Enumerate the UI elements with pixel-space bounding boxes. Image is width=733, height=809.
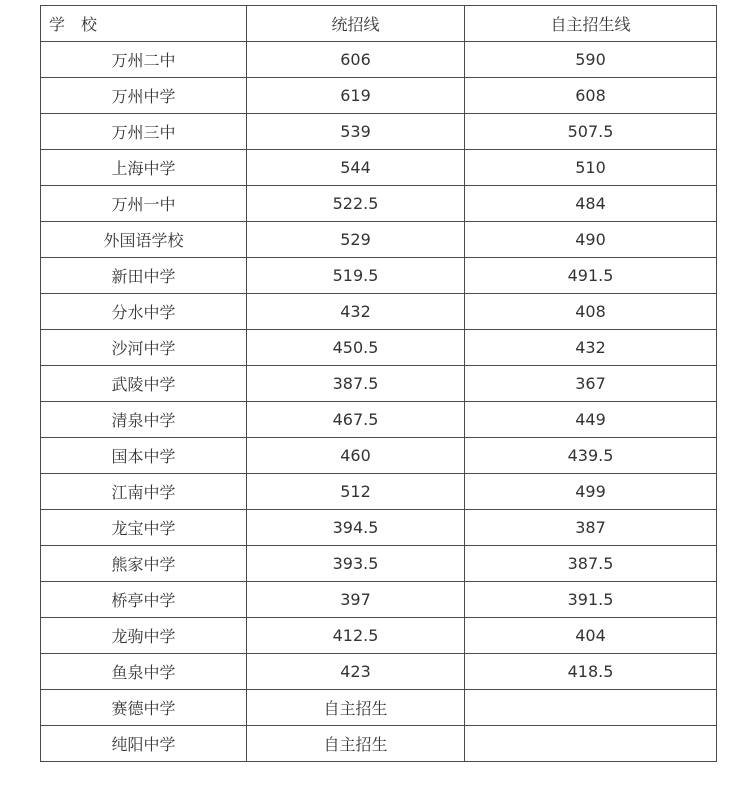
independent-line-cell: 484 (465, 186, 717, 222)
independent-line-cell: 491.5 (465, 258, 717, 294)
independent-line-cell: 449 (465, 402, 717, 438)
header-independent-line: 自主招生线 (465, 6, 717, 42)
unified-line-cell: 467.5 (247, 402, 465, 438)
header-unified-line: 统招线 (247, 6, 465, 42)
unified-line-cell: 393.5 (247, 546, 465, 582)
school-name-cell: 龙宝中学 (41, 510, 247, 546)
independent-line-cell: 418.5 (465, 654, 717, 690)
unified-line-cell: 自主招生 (247, 726, 465, 762)
independent-line-cell: 387.5 (465, 546, 717, 582)
independent-line-cell (465, 690, 717, 726)
independent-line-cell: 439.5 (465, 438, 717, 474)
unified-line-cell: 412.5 (247, 618, 465, 654)
school-name-cell: 熊家中学 (41, 546, 247, 582)
table-body (41, 42, 717, 762)
independent-line-cell: 608 (465, 78, 717, 114)
table-row (41, 330, 717, 366)
school-name-cell: 分水中学 (41, 294, 247, 330)
school-name-cell: 外国语学校 (41, 222, 247, 258)
unified-line-cell: 519.5 (247, 258, 465, 294)
school-name-cell: 清泉中学 (41, 402, 247, 438)
table-row (41, 618, 717, 654)
school-name-cell: 江南中学 (41, 474, 247, 510)
school-name-cell: 万州中学 (41, 78, 247, 114)
admission-score-table (40, 5, 717, 762)
table-row (41, 690, 717, 726)
table-row (41, 78, 717, 114)
table-row (41, 546, 717, 582)
header-school: 学 校 (41, 6, 247, 42)
table-row (41, 474, 717, 510)
unified-line-cell: 397 (247, 582, 465, 618)
school-name-cell: 万州三中 (41, 114, 247, 150)
school-name-cell: 龙驹中学 (41, 618, 247, 654)
unified-line-cell: 512 (247, 474, 465, 510)
school-name-cell: 万州一中 (41, 186, 247, 222)
school-name-cell: 鱼泉中学 (41, 654, 247, 690)
table-row (41, 150, 717, 186)
table-row (41, 582, 717, 618)
unified-line-cell: 450.5 (247, 330, 465, 366)
table-row (41, 186, 717, 222)
school-name-cell: 上海中学 (41, 150, 247, 186)
table-row (41, 258, 717, 294)
unified-line-cell: 432 (247, 294, 465, 330)
unified-line-cell: 387.5 (247, 366, 465, 402)
independent-line-cell: 391.5 (465, 582, 717, 618)
unified-line-cell: 544 (247, 150, 465, 186)
independent-line-cell: 499 (465, 474, 717, 510)
school-name-cell: 新田中学 (41, 258, 247, 294)
table-row (41, 222, 717, 258)
table-row (41, 402, 717, 438)
unified-line-cell: 423 (247, 654, 465, 690)
independent-line-cell: 432 (465, 330, 717, 366)
unified-line-cell: 529 (247, 222, 465, 258)
unified-line-cell: 522.5 (247, 186, 465, 222)
school-name-cell: 武陵中学 (41, 366, 247, 402)
unified-line-cell: 自主招生 (247, 690, 465, 726)
school-name-cell: 赛德中学 (41, 690, 247, 726)
school-name-cell: 桥亭中学 (41, 582, 247, 618)
school-name-cell: 纯阳中学 (41, 726, 247, 762)
unified-line-cell: 606 (247, 42, 465, 78)
table-row (41, 114, 717, 150)
independent-line-cell: 404 (465, 618, 717, 654)
unified-line-cell: 619 (247, 78, 465, 114)
table-row (41, 294, 717, 330)
unified-line-cell: 394.5 (247, 510, 465, 546)
independent-line-cell: 408 (465, 294, 717, 330)
independent-line-cell: 590 (465, 42, 717, 78)
independent-line-cell: 367 (465, 366, 717, 402)
unified-line-cell: 539 (247, 114, 465, 150)
school-name-cell: 国本中学 (41, 438, 247, 474)
independent-line-cell: 510 (465, 150, 717, 186)
table-row (41, 366, 717, 402)
table-row (41, 726, 717, 762)
table-row (41, 654, 717, 690)
independent-line-cell: 490 (465, 222, 717, 258)
table-header-row (41, 6, 717, 42)
school-name-cell: 万州二中 (41, 42, 247, 78)
independent-line-cell (465, 726, 717, 762)
unified-line-cell: 460 (247, 438, 465, 474)
table-row (41, 438, 717, 474)
independent-line-cell: 507.5 (465, 114, 717, 150)
table-row (41, 42, 717, 78)
table-row (41, 510, 717, 546)
school-name-cell: 沙河中学 (41, 330, 247, 366)
independent-line-cell: 387 (465, 510, 717, 546)
